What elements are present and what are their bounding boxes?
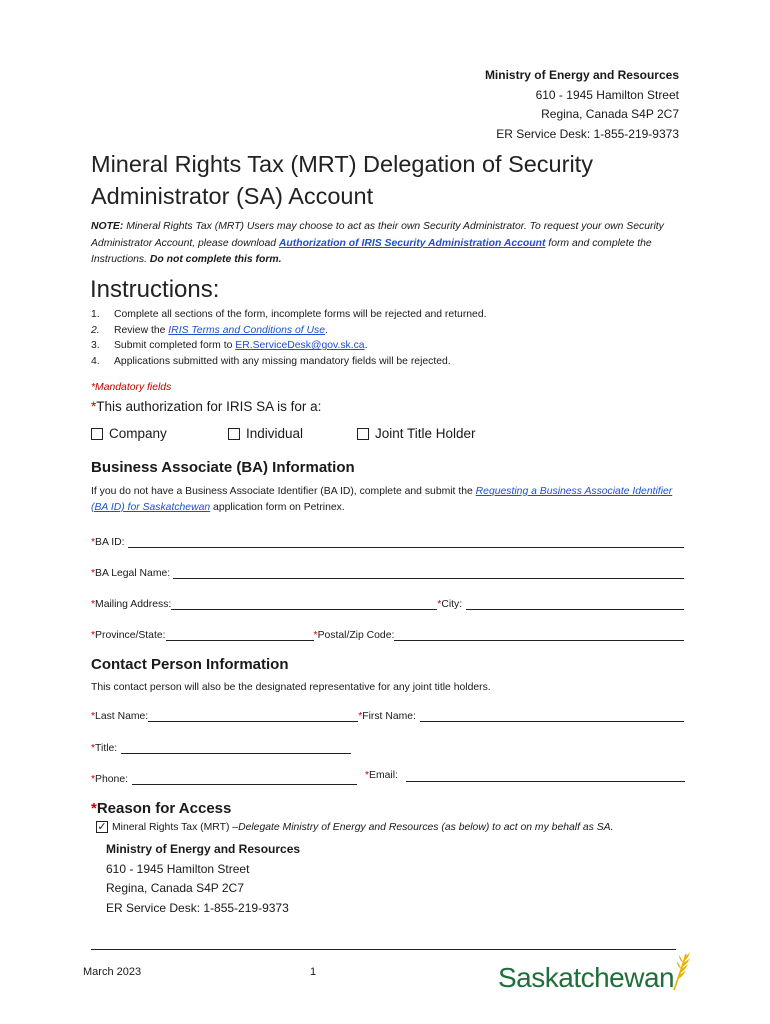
list-number: 4. bbox=[91, 355, 100, 367]
list-text: Complete all sections of the form, incomplete forms will be rejected and returned. bbox=[114, 309, 487, 320]
ba-id-input-line[interactable] bbox=[128, 537, 685, 548]
header-service-desk: ER Service Desk: 1-855-219-9373 bbox=[496, 126, 679, 141]
authorization-question-text: This authorization for IRIS SA is for a: bbox=[96, 399, 322, 414]
reason-address-line2: Regina, Canada S4P 2C7 bbox=[106, 881, 244, 895]
ba-legal-name-field[interactable] bbox=[91, 563, 684, 579]
field-label: BA Legal Name: bbox=[95, 568, 171, 579]
contact-section-heading: Contact Person Information bbox=[91, 656, 289, 673]
checkbox-label: Company bbox=[109, 426, 167, 441]
email-field[interactable] bbox=[365, 765, 685, 781]
header-address bbox=[485, 66, 679, 144]
checkbox-box[interactable] bbox=[357, 428, 369, 440]
required-star: * bbox=[365, 770, 370, 781]
email-input-line[interactable] bbox=[406, 771, 685, 782]
mandatory-fields-note: *Mandatory fields bbox=[91, 382, 172, 393]
required-star: * bbox=[91, 743, 96, 754]
name-fields[interactable] bbox=[91, 706, 684, 722]
field-label: Phone: bbox=[95, 774, 128, 785]
checkbox-checked-icon[interactable]: ✓ bbox=[97, 821, 107, 833]
mailing-address-input-line[interactable] bbox=[171, 599, 437, 610]
ba-para-pre: If you do not have a Business Associate Identifier (BA ID), complete and submit the bbox=[91, 486, 476, 497]
required-star: * bbox=[91, 568, 96, 579]
service-desk-email-link[interactable]: ER.ServiceDesk@gov.sk.ca bbox=[235, 340, 365, 351]
page-title bbox=[91, 148, 691, 212]
list-text bbox=[114, 338, 367, 354]
required-star: * bbox=[91, 630, 96, 641]
authorization-question bbox=[91, 398, 321, 416]
page-title-line1: Mineral Rights Tax (MRT) Delegation of Security bbox=[91, 151, 593, 177]
required-star: * bbox=[91, 800, 97, 817]
list-text-post: . bbox=[364, 340, 368, 351]
list-item bbox=[91, 338, 711, 354]
required-star: * bbox=[91, 399, 97, 414]
city-input-line[interactable] bbox=[466, 599, 684, 610]
field-label: BA ID: bbox=[95, 537, 125, 548]
reason-service-desk: ER Service Desk: 1-855-219-9373 bbox=[106, 900, 289, 915]
reason-address bbox=[106, 840, 300, 918]
required-star: * bbox=[358, 711, 363, 722]
postal-code-input-line[interactable] bbox=[394, 630, 684, 641]
phone-input-line[interactable] bbox=[132, 774, 357, 785]
checkbox-box[interactable] bbox=[228, 428, 240, 440]
page-title-line2: Administrator (SA) Account bbox=[91, 183, 374, 209]
mrt-reason-checkbox[interactable] bbox=[96, 821, 613, 833]
list-item bbox=[91, 354, 711, 370]
required-star: * bbox=[313, 630, 318, 641]
request-ba-id-link[interactable]: Requesting a Business Associate Identifier (BA ID) for Saskatchewan bbox=[91, 486, 673, 513]
field-label: Last Name: bbox=[95, 711, 149, 722]
note-paragraph bbox=[91, 219, 691, 269]
required-star: * bbox=[437, 599, 442, 610]
terms-conditions-link[interactable]: IRIS Terms and Conditions of Use bbox=[168, 324, 325, 336]
list-number: 2. bbox=[91, 324, 100, 336]
saskatchewan-logo bbox=[498, 950, 692, 994]
header-org: Ministry of Energy and Resources bbox=[484, 68, 679, 82]
instructions-list bbox=[91, 307, 711, 369]
list-text-pre: Review the bbox=[114, 324, 169, 336]
contact-section-paragraph: This contact person will also be the designated representative for any joint title holders. bbox=[91, 682, 491, 693]
required-star: * bbox=[91, 599, 96, 610]
field-label: Email: bbox=[369, 770, 398, 781]
header-address-line1: 610 - 1945 Hamilton Street bbox=[535, 87, 679, 102]
list-text: Applications submitted with any missing mandatory fields will be rejected. bbox=[114, 355, 451, 367]
reason-option-italic: Delegate Ministry of Energy and Resources (as below) to act on my behalf as SA. bbox=[238, 821, 614, 833]
joint-title-holder-checkbox[interactable] bbox=[357, 426, 476, 441]
required-star: * bbox=[91, 774, 96, 785]
list-number: 1. bbox=[91, 309, 100, 320]
checkbox-box[interactable] bbox=[91, 428, 103, 440]
header-address-line2: Regina, Canada S4P 2C7 bbox=[541, 107, 679, 121]
checkbox-label: Joint Title Holder bbox=[375, 426, 476, 441]
footer-page-number: 1 bbox=[310, 966, 317, 978]
list-text bbox=[114, 323, 328, 339]
note-text-2: form and complete the Instructions. bbox=[91, 237, 652, 265]
title-input-line[interactable] bbox=[121, 743, 351, 754]
company-checkbox[interactable] bbox=[91, 426, 167, 441]
last-name-input-line[interactable] bbox=[148, 711, 358, 722]
field-label: First Name: bbox=[362, 711, 416, 722]
field-label: City: bbox=[441, 599, 463, 610]
phone-field[interactable] bbox=[91, 769, 357, 785]
wheat-icon bbox=[670, 950, 692, 992]
reason-org: Ministry of Energy and Resources bbox=[106, 842, 301, 856]
list-item bbox=[91, 307, 711, 323]
reason-heading-text: Reason for Access bbox=[96, 800, 232, 817]
ba-legal-name-input-line[interactable] bbox=[173, 568, 684, 579]
field-label: Mailing Address: bbox=[95, 599, 172, 610]
checkbox-label: Individual bbox=[246, 426, 304, 441]
ba-section-paragraph bbox=[91, 484, 691, 516]
ba-para-post: application form on Petrinex. bbox=[210, 502, 345, 513]
province-input-line[interactable] bbox=[166, 630, 314, 641]
list-text-post: . bbox=[325, 324, 328, 336]
reason-heading bbox=[91, 800, 231, 817]
individual-checkbox[interactable] bbox=[228, 426, 303, 441]
reason-option-label: Mineral Rights Tax (MRT) – bbox=[112, 821, 239, 833]
title-field[interactable] bbox=[91, 738, 351, 754]
list-item bbox=[91, 323, 711, 339]
province-postal-field[interactable] bbox=[91, 625, 684, 641]
ba-section-heading: Business Associate (BA) Information bbox=[91, 459, 355, 476]
instructions-heading: Instructions: bbox=[90, 276, 220, 303]
ba-id-field[interactable] bbox=[91, 532, 684, 548]
note-bold-end: Do not complete this form. bbox=[149, 254, 282, 265]
mailing-address-field[interactable] bbox=[91, 594, 684, 610]
field-label: Title: bbox=[95, 743, 118, 754]
authorization-form-link[interactable]: Authorization of IRIS Security Administration Account bbox=[278, 237, 546, 249]
first-name-input-line[interactable] bbox=[420, 711, 684, 722]
field-label: Province/State: bbox=[95, 630, 166, 641]
logo-text: Saskatchewan bbox=[498, 962, 675, 993]
reason-address-line1: 610 - 1945 Hamilton Street bbox=[106, 861, 250, 876]
required-star: * bbox=[91, 711, 96, 722]
footer-date: March 2023 bbox=[83, 966, 142, 978]
list-text-pre: Submit completed form to bbox=[114, 340, 236, 351]
field-label: Postal/Zip Code: bbox=[317, 630, 395, 641]
note-text-1: Mineral Rights Tax (MRT) Users may choose to act as their own Security Administrator. To request your own Security Administrator Account, please download bbox=[91, 221, 664, 249]
required-star: * bbox=[91, 537, 96, 548]
list-number: 3. bbox=[91, 340, 100, 351]
note-label: NOTE: bbox=[91, 221, 124, 232]
